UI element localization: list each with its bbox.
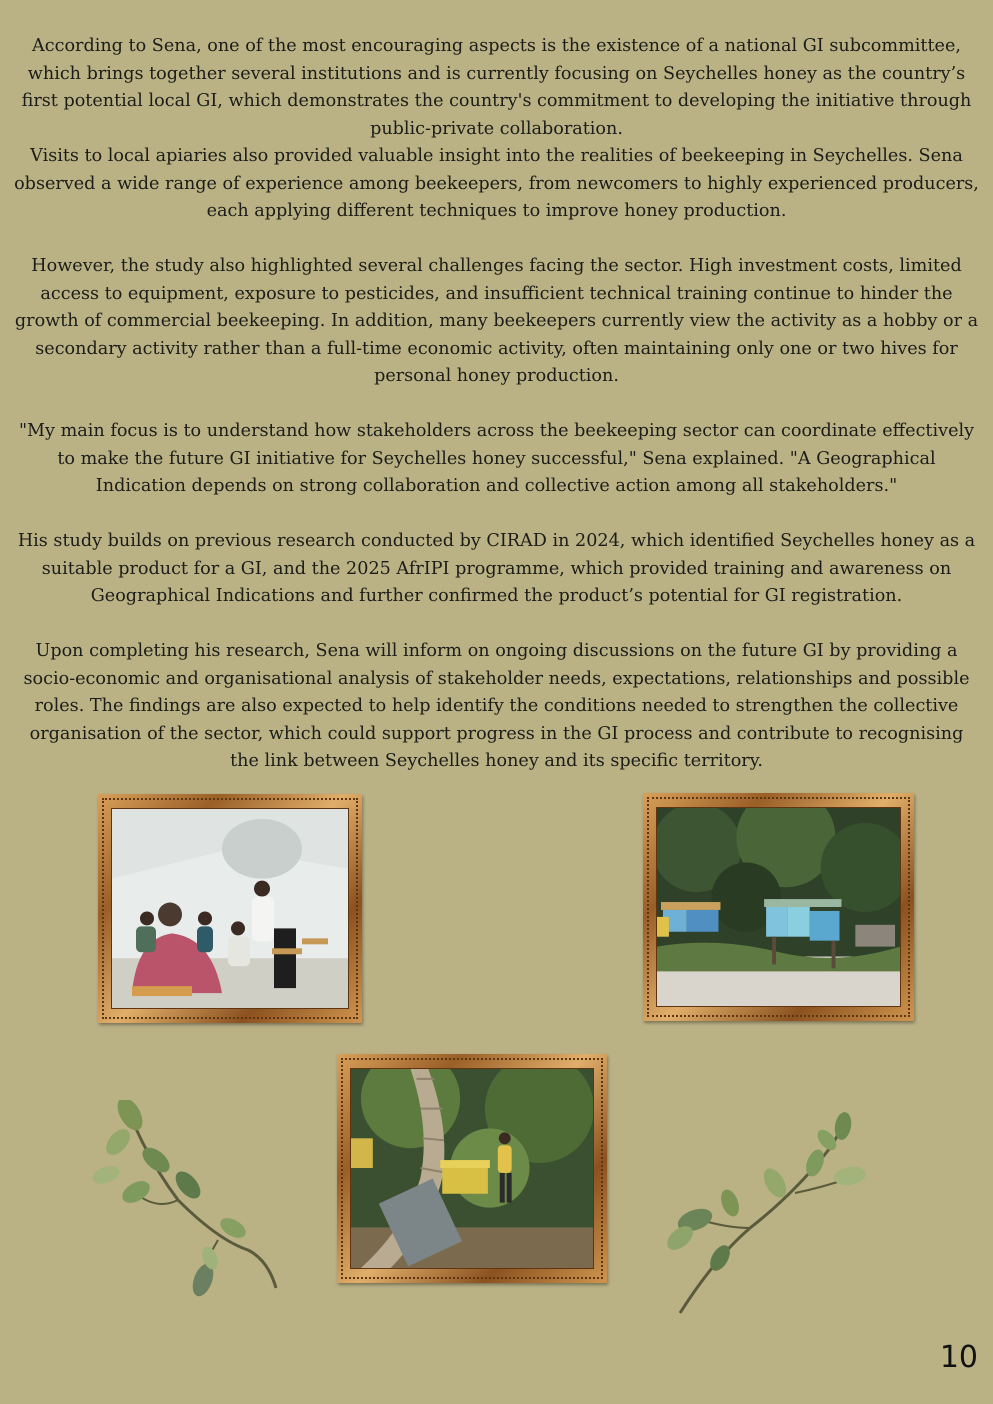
photo-frame-beehives [643,793,914,1021]
beehives-photo [656,807,901,1007]
leafy-branch-icon [655,1108,870,1323]
photo-frame-apiary [337,1054,607,1283]
paragraph: According to Sena, one of the most encouraging aspects is the existence of a national GI subcommittee, which brings together several institutions and is currently focusing on Seychelles honey as the country’s first potential local GI, which demonstrates the country's commitment to developing the initiative through public-private collaboration. [21,36,972,139]
paragraph: His study builds on previous research conducted by CIRAD in 2024, which identified Seychelles honey as a suitable product for a GI, and the 2025 AfrIPI programme, which provided training and awareness on Geographical Indications and further confirmed the product’s potential for GI registration. [17,531,976,606]
page-number: 10 [939,1340,978,1375]
paragraph: Upon completing his research, Sena will inform on ongoing discussions on the future GI by providing a socio-economic and organisational analysis of stakeholder needs, expectations, relationships and possible roles. The findings are also expected to help identify the conditions needed to strengthen the collective organisation of the sector, which could support progress in the GI process and contribute to recognising the link between Seychelles honey and its specific territory. [23,641,970,771]
paragraph: However, the study also highlighted several challenges facing the sector. High investment costs, limited access to equipment, exposure to pesticides, and insufficient technical training continue to hinder the growth of commercial beekeeping. In addition, many beekeepers currently view the activity as a hobby or a secondary activity rather than a full-time economic activity, often maintaining only one or two hives for personal honey production. [14,256,979,386]
article-body [14,33,979,776]
apiary-palm-photo [350,1068,594,1269]
paragraph: Visits to local apiaries also provided valuable insight into the realities of beekeeping in Seychelles. Sena observed a wide range of experience among beekeepers, from newcomers to highly experienced producers, each applying different techniques to improve honey production. [14,146,979,221]
meeting-photo [111,808,349,1009]
paragraph: "My main focus is to understand how stakeholders across the beekeeping sector can coordinate effectively to make the future GI initiative for Seychelles honey successful," Sena explained. "A Geographical Indication depends on strong collaboration and collective action among all stakeholders." [18,421,975,496]
photo-frame-meeting [98,794,362,1023]
leafy-branch-icon [88,1100,288,1300]
